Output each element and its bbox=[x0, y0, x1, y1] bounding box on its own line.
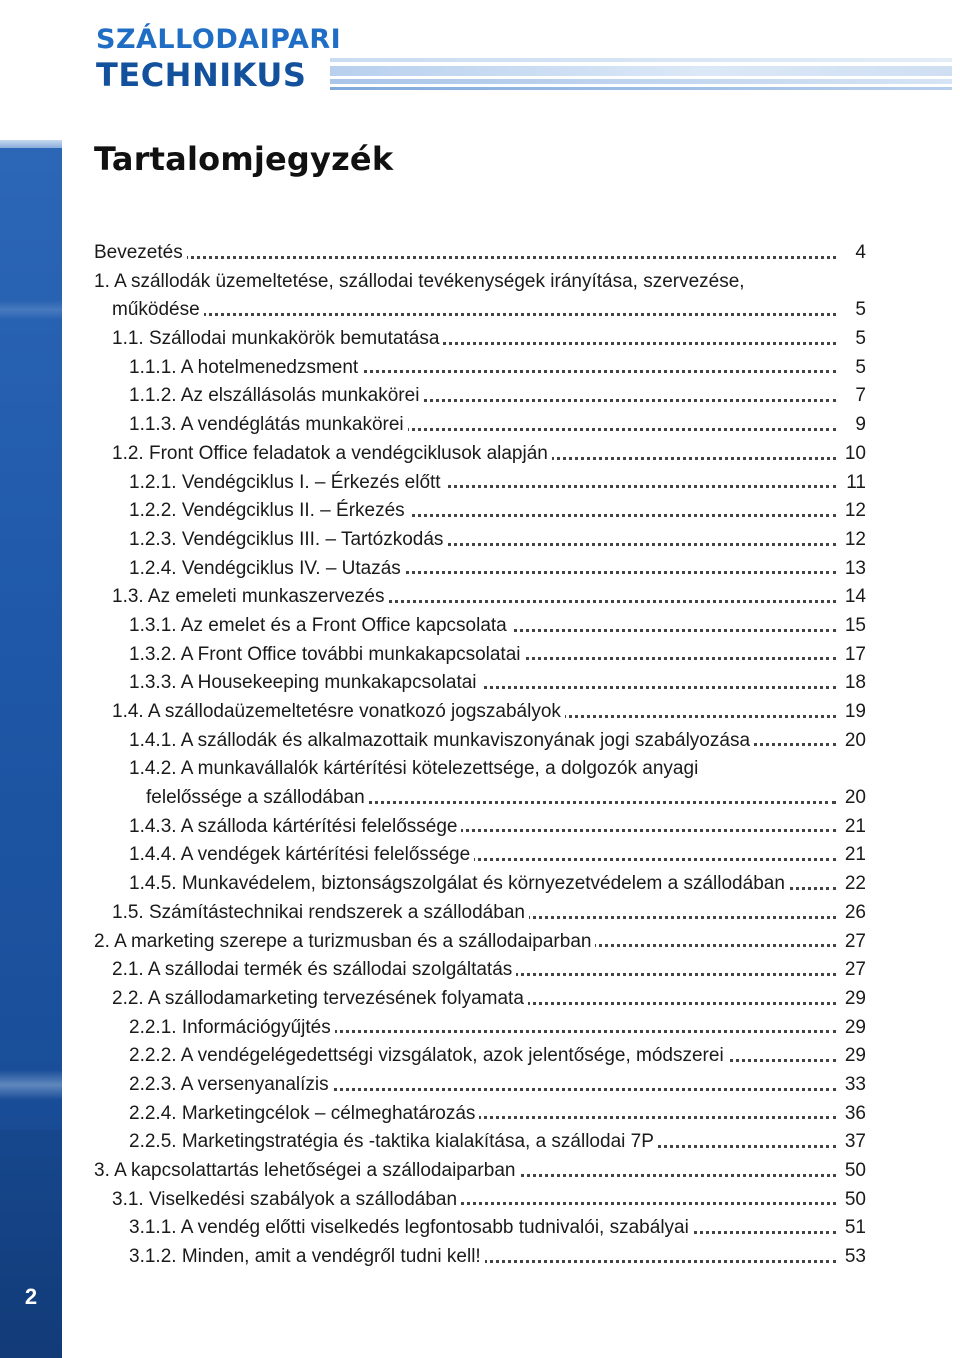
toc-entry[interactable] bbox=[129, 382, 866, 411]
side-strip-highlight bbox=[0, 1070, 62, 1100]
toc-entry[interactable] bbox=[112, 985, 866, 1014]
toc-entry-page: 19 bbox=[836, 698, 866, 727]
toc-entry[interactable] bbox=[129, 669, 866, 698]
toc-entry[interactable] bbox=[112, 583, 866, 612]
toc-entry-page: 15 bbox=[836, 612, 866, 641]
toc-entry[interactable] bbox=[129, 727, 866, 756]
toc-entry-page: 27 bbox=[836, 928, 866, 957]
toc-entry-title: 1.4. A szállodaüzemeltetésre vonatkozó jogszabályok bbox=[112, 701, 565, 722]
brand-line-1: SZÁLLODAIPARI bbox=[96, 24, 342, 55]
toc-entry[interactable] bbox=[129, 411, 866, 440]
toc-entry-title: 1.2.2. Vendégciklus II. – Érkezés bbox=[129, 500, 409, 521]
toc-entry-page: 51 bbox=[836, 1214, 866, 1243]
toc-entry[interactable] bbox=[94, 268, 866, 297]
toc-entry[interactable] bbox=[112, 440, 866, 469]
toc-entry-title: 2.2. A szállodamarketing tervezésének folyamata bbox=[112, 988, 528, 1009]
page-number: 2 bbox=[24, 1284, 38, 1309]
toc-entry-page: 26 bbox=[836, 899, 866, 928]
toc-entry-page: 17 bbox=[836, 641, 866, 670]
toc-entry-title: 1.4.5. Munkavédelem, biztonságszolgálat és környezetvédelem a szállodában bbox=[129, 873, 789, 894]
toc-entry-title: felelőssége a szállodában bbox=[146, 787, 369, 808]
toc-entry-page: 12 bbox=[836, 526, 866, 555]
toc-entry-title: 1.1.2. Az elszállásolás munkakörei bbox=[129, 385, 423, 406]
toc-entry-title: 1.2. Front Office feladatok a vendégciklusok alapján bbox=[112, 443, 552, 464]
toc-entry-page: 14 bbox=[836, 583, 866, 612]
toc-entry-title: 2.2.5. Marketingstratégia és -taktika kialakítása, a szállodai 7P bbox=[129, 1131, 658, 1152]
toc-entry-title: 2.1. A szállodai termék és szállodai szolgáltatás bbox=[112, 959, 516, 980]
toc-entry[interactable] bbox=[129, 813, 866, 842]
toc-entry[interactable] bbox=[129, 1071, 866, 1100]
toc-entry-page: 33 bbox=[836, 1071, 866, 1100]
side-strip-lower bbox=[0, 1130, 62, 1358]
toc-entry-page: 53 bbox=[836, 1243, 866, 1272]
header-decorative-bar bbox=[330, 58, 952, 92]
toc-entry-page: 9 bbox=[836, 411, 866, 440]
toc-entry[interactable] bbox=[129, 555, 866, 584]
toc-entry-title: 1.3.2. A Front Office további munkakapcsolatai bbox=[129, 644, 525, 665]
toc-entry-title: 3.1.1. A vendég előtti viselkedés legfontosabb tudnivalói, szabályai bbox=[129, 1217, 693, 1238]
toc-entry-title: 1.3.1. Az emelet és a Front Office kapcsolata bbox=[129, 615, 511, 636]
toc-entry[interactable] bbox=[112, 956, 866, 985]
toc-entry-page: 50 bbox=[836, 1186, 866, 1215]
toc-entry[interactable] bbox=[112, 296, 866, 325]
toc-entry-title: 2. A marketing szerepe a turizmusban és a szállodaiparban bbox=[94, 931, 595, 952]
toc-entry-title: 3.1. Viselkedési szabályok a szállodában bbox=[112, 1189, 461, 1210]
toc-entry-page: 50 bbox=[836, 1157, 866, 1186]
toc-entry[interactable] bbox=[112, 325, 866, 354]
toc-entry[interactable] bbox=[129, 526, 866, 555]
toc-entry[interactable] bbox=[129, 1128, 866, 1157]
toc-entry-page: 29 bbox=[836, 1042, 866, 1071]
toc-entry-title: 1.1.1. A hotelmenedzsment bbox=[129, 357, 362, 378]
toc-entry-title: 1.2.4. Vendégciklus IV. – Utazás bbox=[129, 558, 405, 579]
toc-entry[interactable] bbox=[129, 1042, 866, 1071]
toc-entry-page: 5 bbox=[836, 354, 866, 383]
toc-entry-page: 10 bbox=[836, 440, 866, 469]
toc-entry[interactable] bbox=[129, 354, 866, 383]
toc-entry[interactable] bbox=[129, 841, 866, 870]
toc-entry[interactable] bbox=[129, 1100, 866, 1129]
toc-entry[interactable] bbox=[112, 899, 866, 928]
toc-entry-title: 1.2.1. Vendégciklus I. – Érkezés előtt bbox=[129, 472, 445, 493]
toc-entry[interactable] bbox=[94, 239, 866, 268]
toc-entry-title: 1.4.4. A vendégek kártérítési felelőssége bbox=[129, 844, 474, 865]
toc-entry-title: 3.1.2. Minden, amit a vendégről tudni kell! bbox=[129, 1246, 485, 1267]
toc-entry-page: 36 bbox=[836, 1100, 866, 1129]
toc-entry-title: 1.3. Az emeleti munkaszervezés bbox=[112, 586, 388, 607]
toc-entry[interactable] bbox=[129, 1243, 866, 1272]
side-strip-highlight bbox=[0, 300, 62, 320]
toc-entry-page: 29 bbox=[836, 1014, 866, 1043]
toc-entry[interactable] bbox=[94, 1157, 866, 1186]
brand-line-2: TECHNIKUS bbox=[96, 56, 307, 94]
toc-entry[interactable] bbox=[129, 755, 866, 784]
toc-entry[interactable] bbox=[129, 497, 866, 526]
toc-entry[interactable] bbox=[129, 870, 866, 899]
toc-entry-page: 22 bbox=[836, 870, 866, 899]
toc-entry-title: 2.2.2. A vendégelégedettségi vizsgálatok, azok jelentősége, módszerei bbox=[129, 1045, 728, 1066]
toc-entry-page: 20 bbox=[836, 727, 866, 756]
toc-entry[interactable] bbox=[129, 469, 866, 498]
table-of-contents bbox=[94, 239, 866, 1272]
toc-entry-title: 1.4.2. A munkavállalók kártérítési kötelezettsége, a dolgozók anyagi bbox=[129, 758, 702, 779]
toc-entry-page: 13 bbox=[836, 555, 866, 584]
toc-entry-page: 12 bbox=[836, 497, 866, 526]
toc-entry[interactable] bbox=[112, 1186, 866, 1215]
toc-entry-title: 1.1.3. A vendéglátás munkakörei bbox=[129, 414, 408, 435]
toc-entry-page: 11 bbox=[836, 469, 866, 498]
toc-entry-page: 29 bbox=[836, 985, 866, 1014]
toc-entry-page: 37 bbox=[836, 1128, 866, 1157]
toc-entry-title: 1. A szállodák üzemeltetése, szállodai tevékenységek irányítása, szervezése, bbox=[94, 271, 749, 292]
toc-entry-title: 1.1. Szállodai munkakörök bemutatása bbox=[112, 328, 443, 349]
toc-entry[interactable] bbox=[129, 1014, 866, 1043]
toc-entry-page: 5 bbox=[836, 325, 866, 354]
toc-entry[interactable] bbox=[94, 928, 866, 957]
toc-entry-title: működése bbox=[112, 299, 204, 320]
page-title: Tartalomjegyzék bbox=[94, 140, 394, 178]
dot-leader bbox=[94, 256, 836, 259]
dot-leader bbox=[112, 313, 836, 316]
toc-entry-page: 21 bbox=[836, 813, 866, 842]
toc-entry[interactable] bbox=[129, 641, 866, 670]
toc-entry-title: 3. A kapcsolattartás lehetőségei a szállodaiparban bbox=[94, 1160, 519, 1181]
toc-entry-page: 20 bbox=[836, 784, 866, 813]
toc-entry[interactable] bbox=[129, 1214, 866, 1243]
toc-entry-title: 2.2.3. A versenyanalízis bbox=[129, 1074, 333, 1095]
toc-entry-title: 1.2.3. Vendégciklus III. – Tartózkodás bbox=[129, 529, 447, 550]
toc-entry-title: 2.2.4. Marketingcélok – célmeghatározás bbox=[129, 1103, 479, 1124]
toc-entry-page: 21 bbox=[836, 841, 866, 870]
toc-entry-title: 1.3.3. A Housekeeping munkakapcsolatai bbox=[129, 672, 481, 693]
toc-entry-title: Bevezetés bbox=[94, 242, 187, 263]
toc-entry[interactable] bbox=[112, 698, 866, 727]
toc-entry-page: 5 bbox=[836, 296, 866, 325]
toc-entry[interactable] bbox=[146, 784, 866, 813]
toc-entry-title: 2.2.1. Információgyűjtés bbox=[129, 1017, 335, 1038]
toc-entry-page: 27 bbox=[836, 956, 866, 985]
toc-entry[interactable] bbox=[129, 612, 866, 641]
toc-entry-title: 1.4.3. A szálloda kártérítési felelőssége bbox=[129, 816, 461, 837]
brand-logo bbox=[96, 24, 342, 94]
toc-entry-title: 1.4.1. A szállodák és alkalmazottaik munkaviszonyának jogi szabályozása bbox=[129, 730, 754, 751]
toc-entry-page: 7 bbox=[836, 382, 866, 411]
toc-entry-page: 18 bbox=[836, 669, 866, 698]
toc-entry-page: 4 bbox=[836, 239, 866, 268]
toc-entry-title: 1.5. Számítástechnikai rendszerek a szállodában bbox=[112, 902, 529, 923]
